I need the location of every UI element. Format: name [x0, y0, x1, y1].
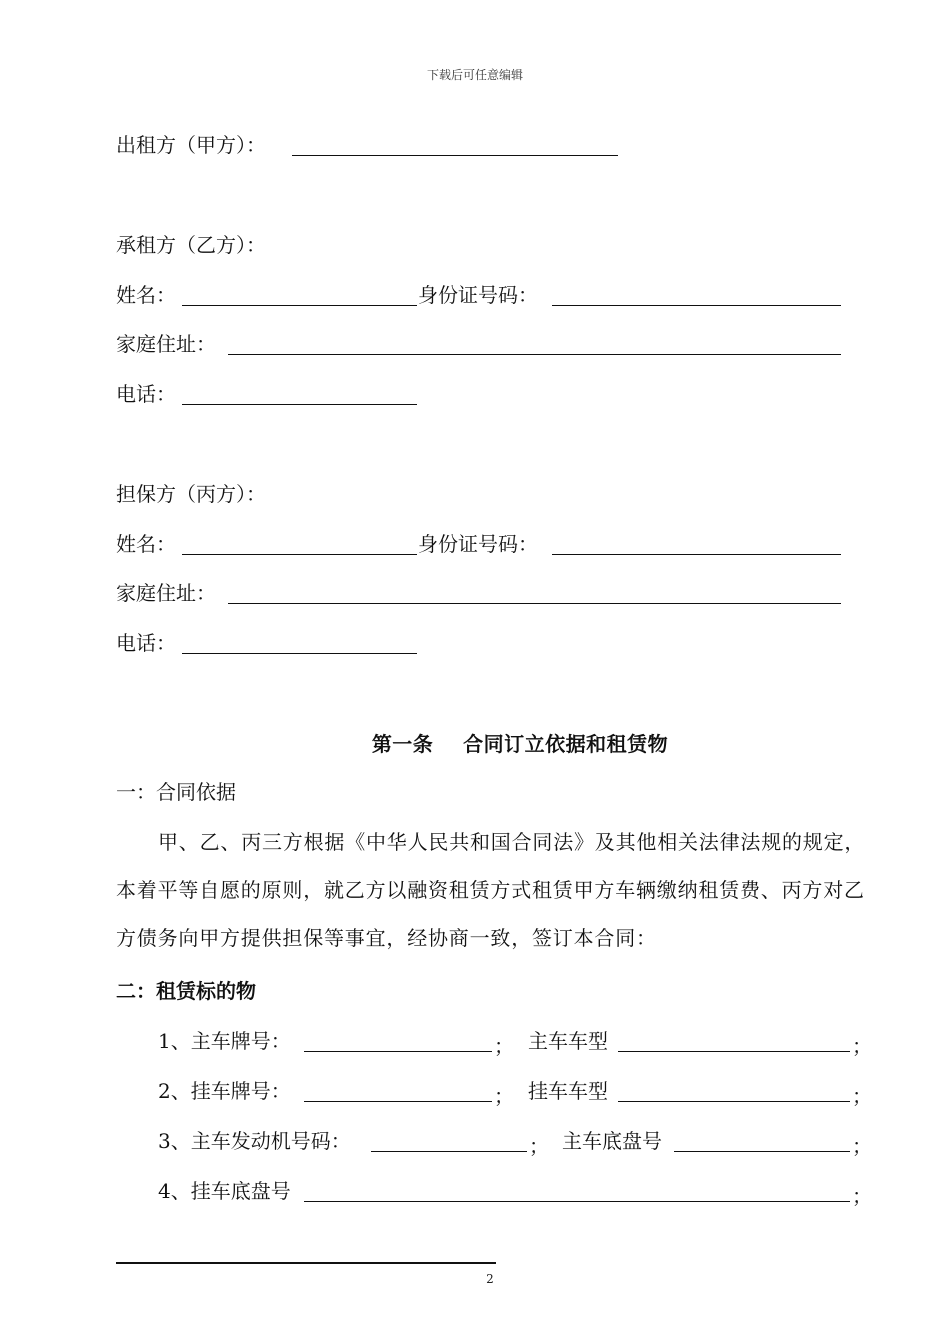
lessee-id-field[interactable]	[552, 285, 841, 306]
lessee-name-field[interactable]	[182, 285, 417, 306]
item3-label: 3、主车发动机号码：	[158, 1129, 351, 1153]
item4-semicolon: ；	[852, 1184, 872, 1208]
trailer-chassis-field[interactable]	[304, 1181, 850, 1202]
guarantor-name-field[interactable]	[182, 534, 417, 555]
item3-label2: 主车底盘号	[562, 1129, 662, 1153]
main-chassis-field[interactable]	[674, 1131, 850, 1152]
item3-semicolon-a: ；	[529, 1134, 549, 1158]
lessee-address-field[interactable]	[228, 334, 841, 355]
lessee-address-label: 家庭住址：	[116, 332, 216, 356]
lessee-name-label: 姓名：	[116, 283, 176, 307]
guarantor-id-label: 身份证号码：	[418, 532, 538, 556]
item2-label: 2、挂车牌号：	[158, 1079, 291, 1103]
item1-label2: 主车车型	[528, 1029, 608, 1053]
trailer-plate-field[interactable]	[304, 1081, 492, 1102]
footnote-rule	[116, 1262, 496, 1264]
item2-label2: 挂车车型	[528, 1079, 608, 1103]
guarantor-address-label: 家庭住址：	[116, 581, 216, 605]
article-title: 第一条 合同订立依据和租赁物	[371, 732, 669, 756]
lessor-field[interactable]	[292, 135, 618, 156]
guarantor-name-label: 姓名：	[116, 532, 176, 556]
trailer-model-field[interactable]	[618, 1081, 850, 1102]
section2-heading: 二：租赁标的物	[116, 979, 256, 1003]
item1-semicolon-b: ；	[852, 1034, 872, 1058]
section1-heading: 一：合同依据	[116, 780, 236, 804]
lessee-id-label: 身份证号码：	[418, 283, 538, 307]
main-plate-field[interactable]	[304, 1031, 492, 1052]
lessee-heading: 承租方（乙方）：	[116, 233, 266, 257]
item1-semicolon-a: ；	[494, 1034, 514, 1058]
header-note: 下载后可任意编辑	[426, 68, 523, 82]
item2-semicolon-a: ；	[494, 1084, 514, 1108]
section1-body: 甲、乙、丙三方根据《中华人民共和国合同法》及其他相关法律法规的规定，本着平等自愿的原则，就乙方以融资租赁方式租赁甲方车辆缴纳租赁费、丙方对乙方债务向甲方提供担保等事宜，经协商一致，签订本合同：	[116, 830, 866, 950]
page-number: 2	[486, 1272, 494, 1286]
lessee-phone-label: 电话：	[116, 382, 176, 406]
item4-label: 4、挂车底盘号	[158, 1179, 291, 1203]
guarantor-phone-field[interactable]	[182, 633, 417, 654]
guarantor-id-field[interactable]	[552, 534, 841, 555]
guarantor-heading: 担保方（丙方）：	[116, 482, 266, 506]
engine-number-field[interactable]	[371, 1131, 527, 1152]
item3-semicolon-b: ；	[852, 1134, 872, 1158]
main-model-field[interactable]	[618, 1031, 850, 1052]
lessee-phone-field[interactable]	[182, 384, 417, 405]
lessor-label: 出租方（甲方）：	[116, 133, 266, 157]
guarantor-phone-label: 电话：	[116, 631, 176, 655]
guarantor-address-field[interactable]	[228, 583, 841, 604]
item1-label: 1、主车牌号：	[158, 1029, 291, 1053]
item2-semicolon-b: ；	[852, 1084, 872, 1108]
